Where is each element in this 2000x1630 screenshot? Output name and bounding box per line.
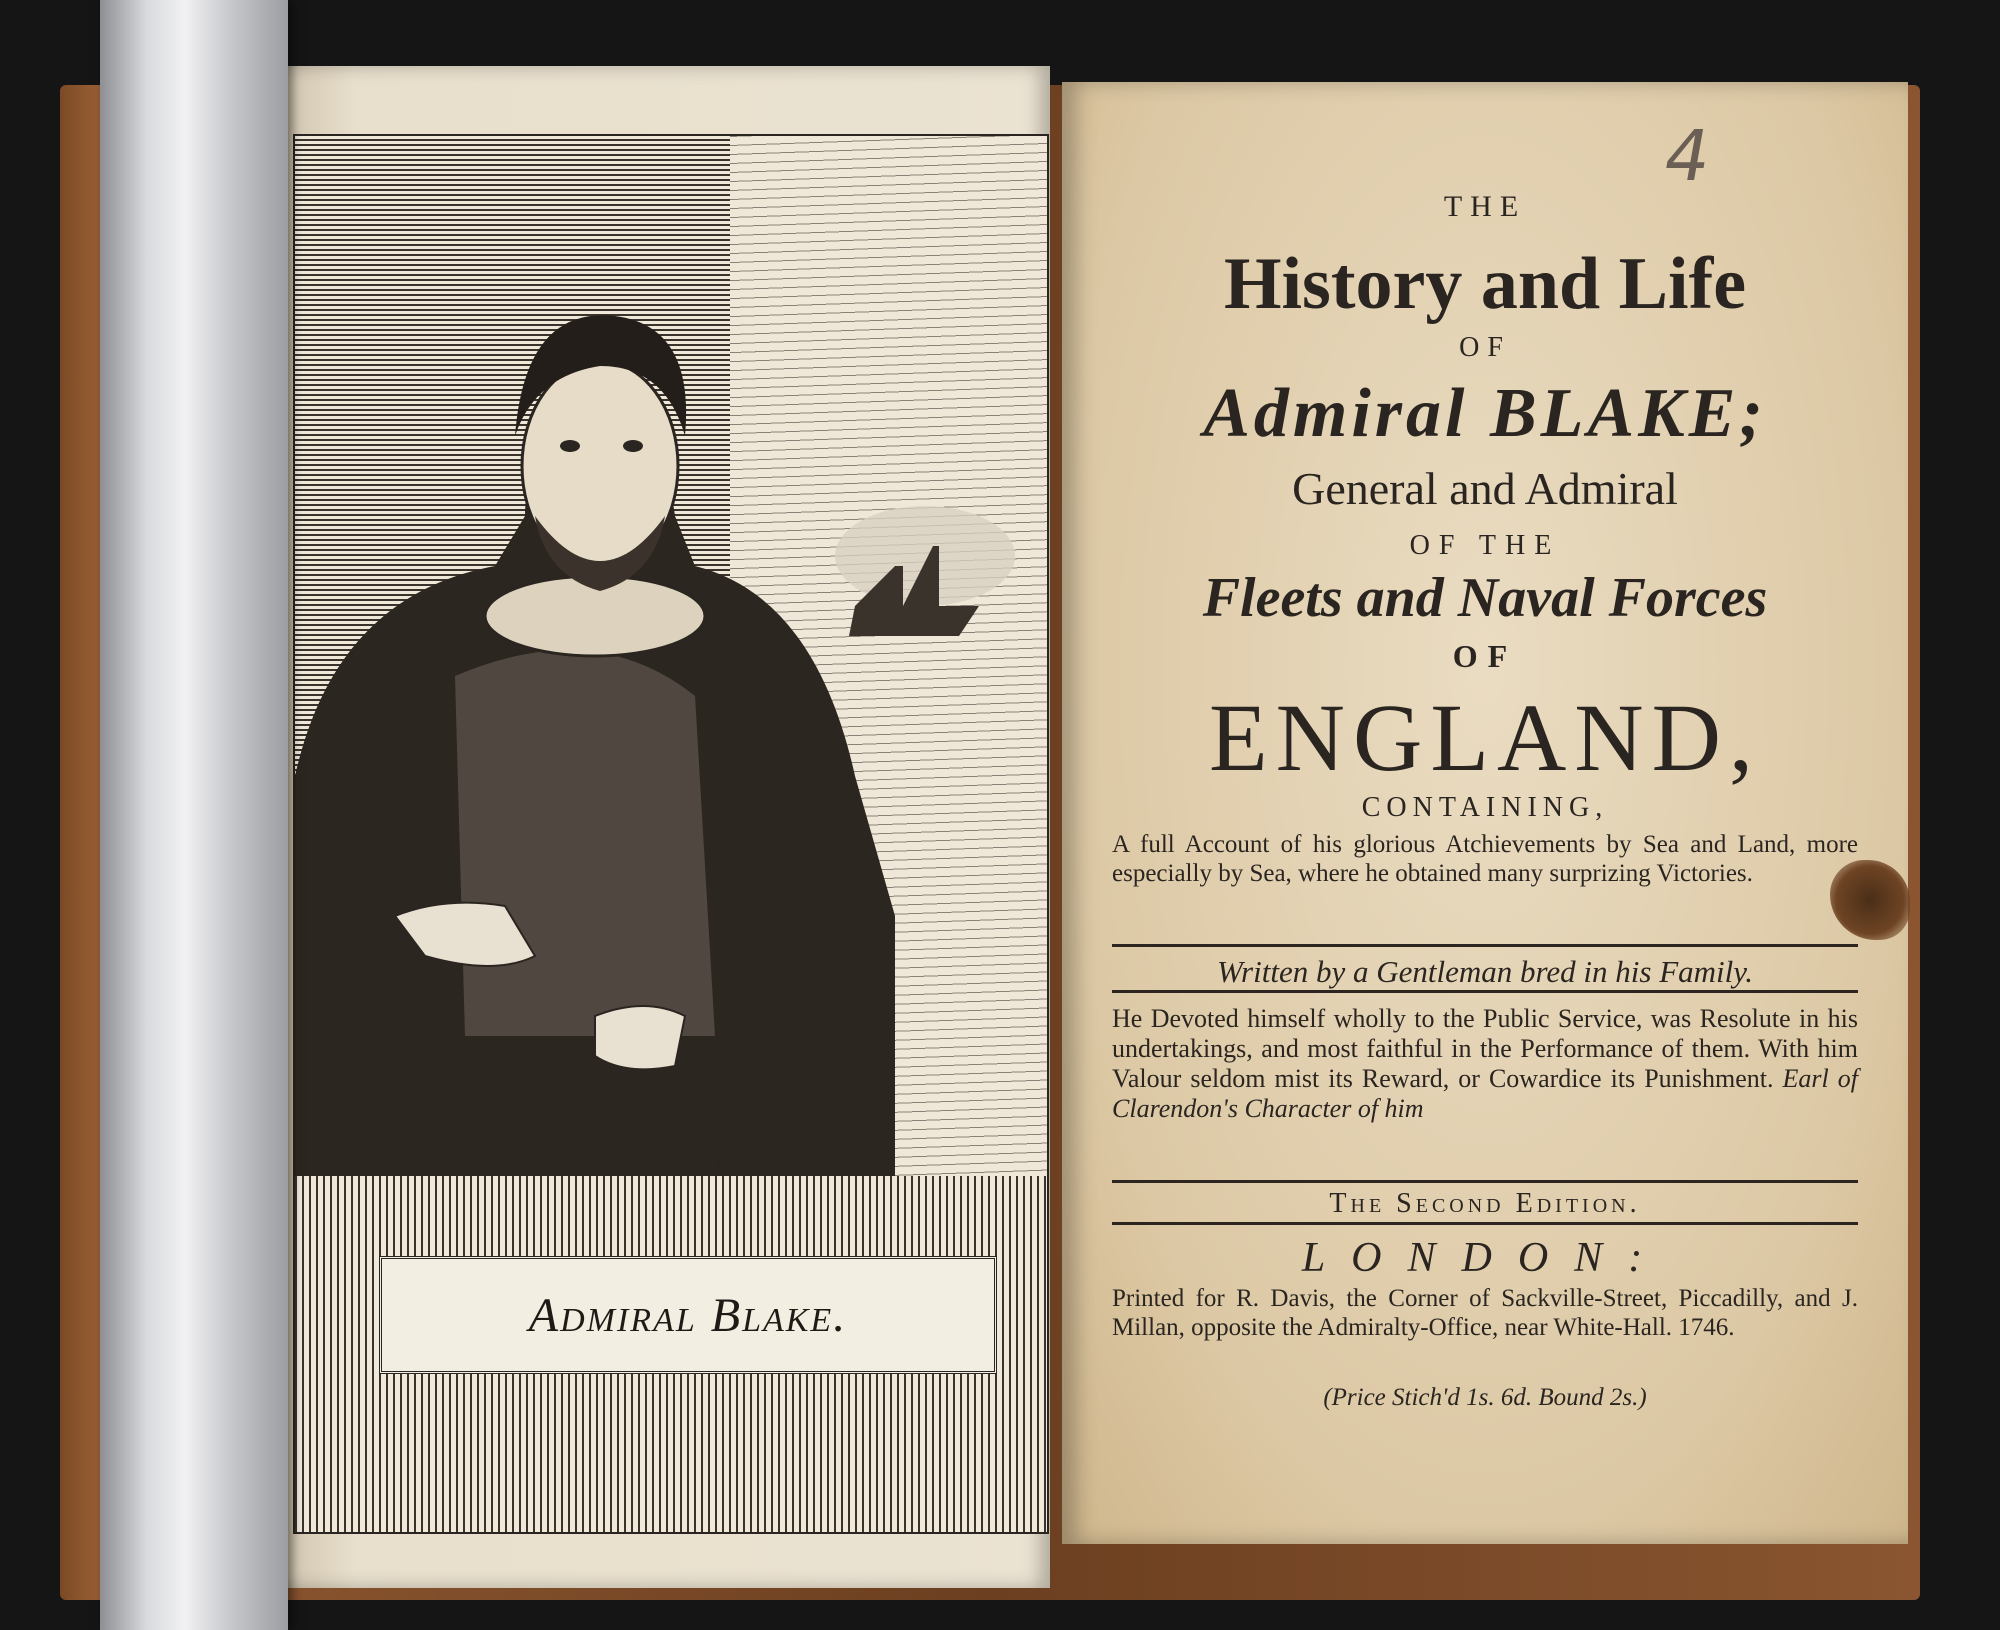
price: (Price Stich'd 1s. 6d. Bound 2s.) [1323,1384,1647,1411]
author-line: Written by a Gentleman bred in his Family. [1216,954,1754,989]
title-page [1062,82,1908,1544]
title-the: THE [1443,190,1527,223]
caption-cartouche [379,1256,997,1374]
engraver-signature: P. Fourdrinier Sculp [715,1154,879,1176]
city: LONDON: [1301,1235,1669,1281]
rule [1112,1222,1858,1225]
title-of-2: OF [1452,638,1518,674]
rule [1112,1180,1858,1183]
containing-label: CONTAINING, [1361,792,1609,823]
title-of-the: OF THE [1409,530,1561,561]
title-role: General and Admiral [1292,463,1678,514]
title-country: ENGLAND, [1209,684,1761,791]
title-of: OF [1459,332,1511,363]
portrait-engraving [293,134,1049,1534]
rule [1112,990,1858,993]
quote-text: He Devoted himself wholly to the Public Service, was Resolute in his undertakings, and most faithful in the Performance of them. With him Valour seldom mist its Reward, or Cowardice its Punishment. [1112,1004,1858,1093]
handwritten-mark: 4 [1657,115,1717,197]
ribbon-bookmark [100,0,288,1630]
title-subject: Admiral BLAKE; [1203,375,1767,452]
edition: The Second Edition. [1329,1188,1641,1219]
clarendon-quote [1112,1004,1858,1124]
description-paragraph: A full Account of his glorious Atchievements by Sea and Land, more especially by Sea, where he obtained many surprizing Victories. [1112,831,1858,887]
title-main: History and Life [1223,243,1747,325]
admiral-figure-illustration [295,136,1047,1176]
portrait-caption: Admiral Blake. [528,1288,848,1342]
rule [1112,944,1858,947]
imprint: Printed for R. Davis, the Corner of Sackville-Street, Piccadilly, and J. Millan, opposite the Admiralty-Office, near White-Hall. 1746. [1112,1285,1858,1341]
title-fleets: Fleets and Naval Forces [1202,567,1768,629]
quote-attribution: Earl of Clarendon's Character of him [1112,1064,1859,1123]
